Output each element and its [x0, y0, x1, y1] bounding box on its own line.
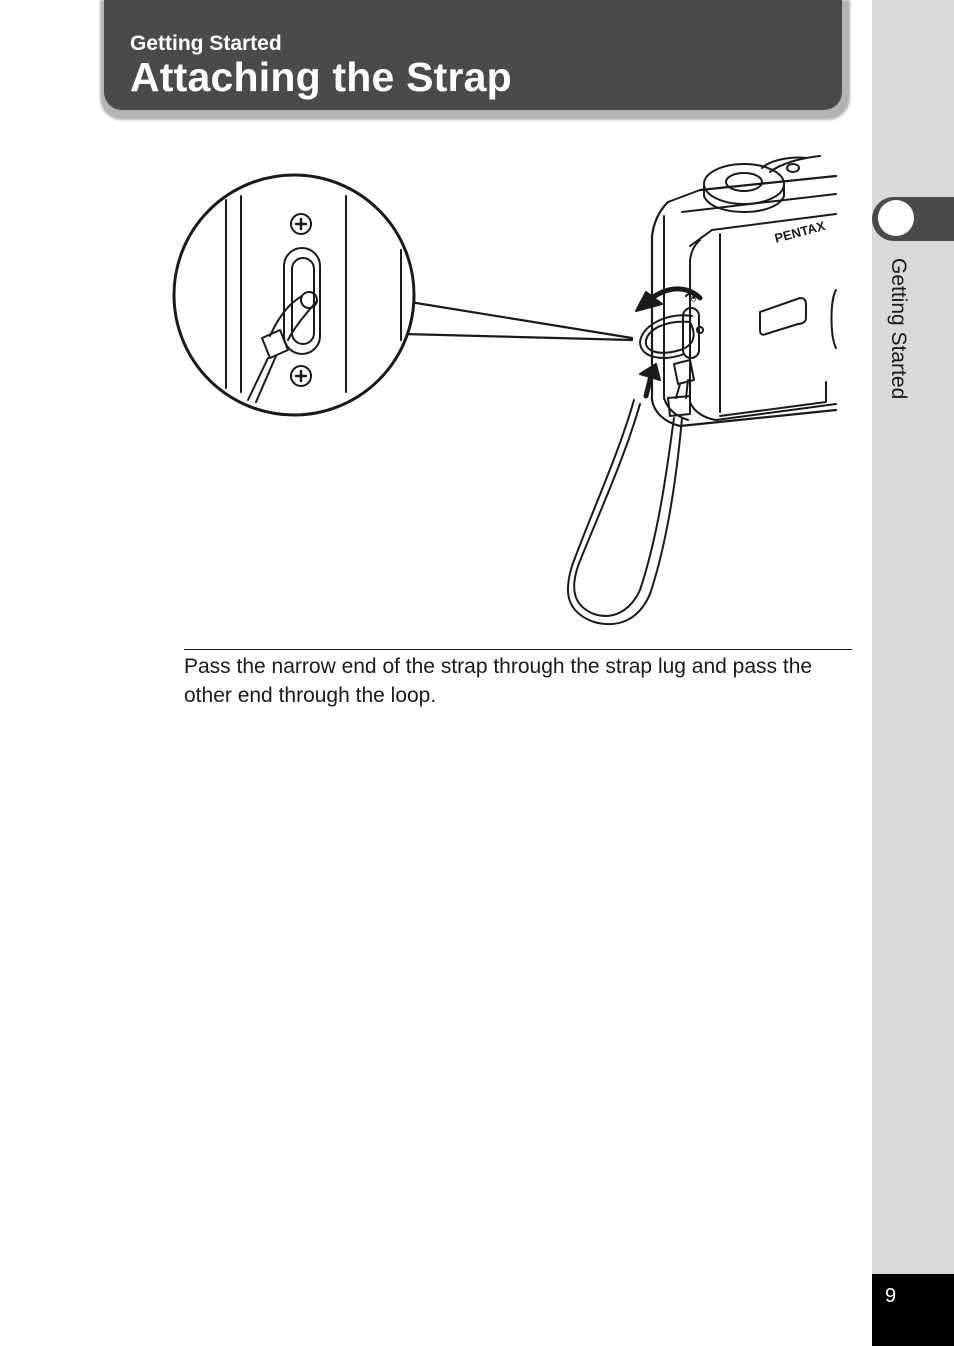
sidebar-chapter-label: Getting Started [887, 258, 910, 400]
chapter-tab-marker [878, 200, 914, 236]
page-header [104, 0, 842, 110]
camera-brand-logo: PENTAX [772, 218, 827, 246]
instruction-text: Pass the narrow end of the strap through the strap lug and pass the other end through the loop. [184, 655, 813, 707]
section-rule [184, 649, 852, 650]
camera-strap [568, 315, 694, 624]
page-title: Attaching the Strap [130, 54, 512, 100]
svg-text:↻: ↻ [690, 295, 697, 304]
strap-illustration [168, 150, 858, 630]
section-label: Getting Started [130, 32, 282, 55]
up-arrow-icon [640, 364, 660, 396]
detail-magnifier [174, 175, 414, 415]
page-number: 9 [885, 1285, 897, 1307]
